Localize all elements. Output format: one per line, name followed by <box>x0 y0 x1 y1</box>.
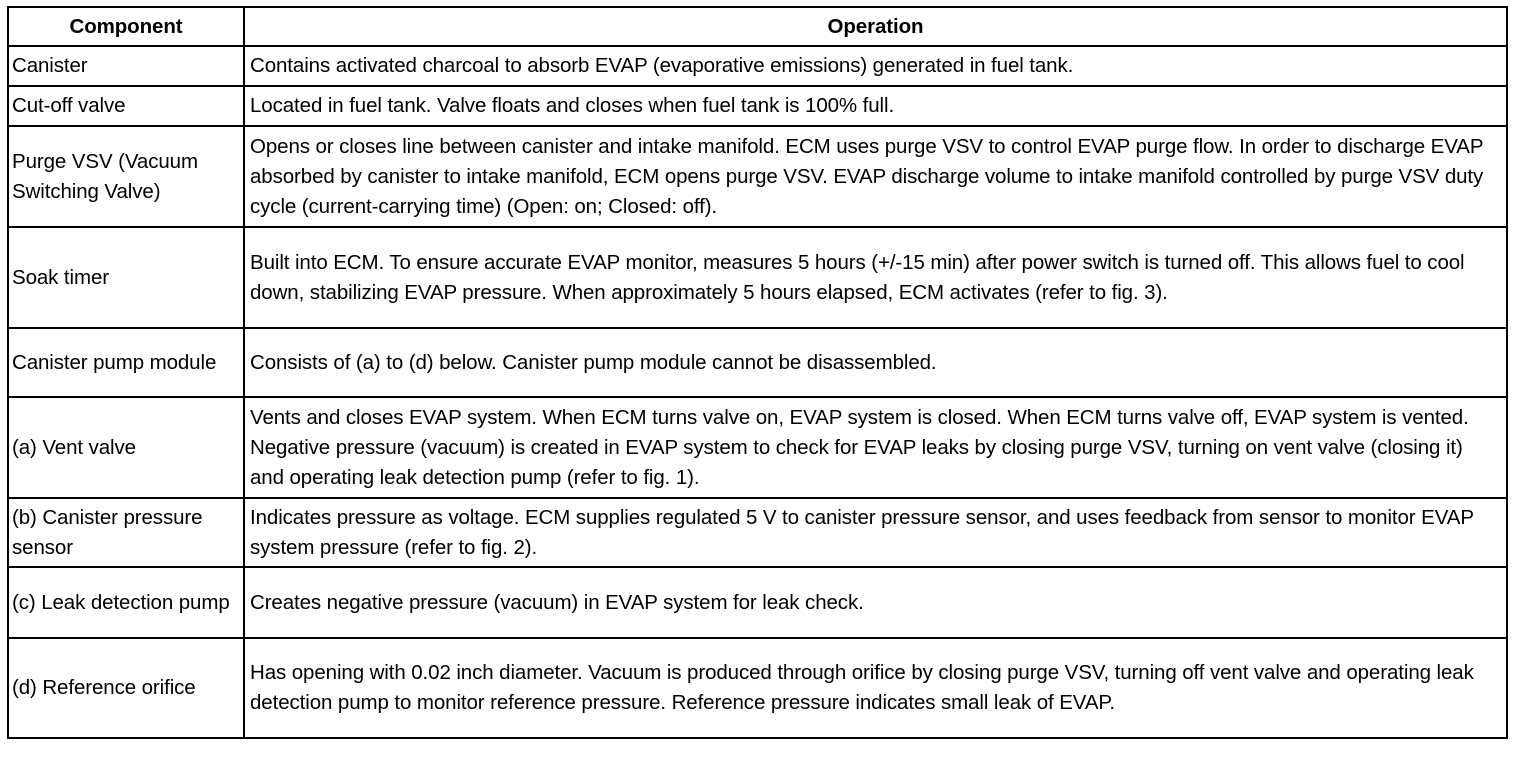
operation-cell: Vents and closes EVAP system. When ECM turns valve on, EVAP system is closed. When ECM turns valve off, EVAP system is vented. Negative pressure (vacuum) is created in EVAP system to check for EVAP leaks by closing purge VSV, turning on vent valve (closing it) and operating leak detection pump (refer to fig. 1). <box>244 397 1507 498</box>
operation-cell: Contains activated charcoal to absorb EVAP (evaporative emissions) generated in fuel tank. <box>244 46 1507 86</box>
table-header <box>8 7 1507 46</box>
evap-components-table-container <box>7 6 1506 739</box>
evap-components-table <box>7 6 1508 739</box>
table-row <box>8 328 1507 397</box>
table-row <box>8 227 1507 328</box>
operation-cell: Indicates pressure as voltage. ECM supplies regulated 5 V to canister pressure sensor, and uses feedback from sensor to monitor EVAP system pressure (refer to fig. 2). <box>244 498 1507 567</box>
component-cell: Purge VSV (Vacuum Switching Valve) <box>8 126 244 227</box>
table-row <box>8 126 1507 227</box>
operation-cell: Creates negative pressure (vacuum) in EVAP system for leak check. <box>244 567 1507 638</box>
component-cell: (a) Vent valve <box>8 397 244 498</box>
table-row <box>8 567 1507 638</box>
table-body <box>8 46 1507 738</box>
component-cell: Canister pump module <box>8 328 244 397</box>
table-row <box>8 86 1507 126</box>
operation-cell: Has opening with 0.02 inch diameter. Vacuum is produced through orifice by closing purge VSV, turning off vent valve and operating leak detection pump to monitor reference pressure. Reference pressure indicates small leak of EVAP. <box>244 638 1507 738</box>
column-header-operation: Operation <box>244 7 1507 46</box>
column-header-component: Component <box>8 7 244 46</box>
component-cell: Canister <box>8 46 244 86</box>
table-row <box>8 638 1507 738</box>
component-cell: Cut-off valve <box>8 86 244 126</box>
component-cell: (c) Leak detection pump <box>8 567 244 638</box>
operation-cell: Located in fuel tank. Valve floats and closes when fuel tank is 100% full. <box>244 86 1507 126</box>
component-cell: (d) Reference orifice <box>8 638 244 738</box>
operation-cell: Opens or closes line between canister and intake manifold. ECM uses purge VSV to control EVAP purge flow. In order to discharge EVAP absorbed by canister to intake manifold, ECM opens purge VSV. EVAP discharge volume to intake manifold controlled by purge VSV duty cycle (current-carrying time) (Open: on; Closed: off). <box>244 126 1507 227</box>
component-cell: (b) Canister pressure sensor <box>8 498 244 567</box>
table-row <box>8 46 1507 86</box>
component-cell: Soak timer <box>8 227 244 328</box>
header-row <box>8 7 1507 46</box>
table-row <box>8 498 1507 567</box>
table-row <box>8 397 1507 498</box>
operation-cell: Built into ECM. To ensure accurate EVAP monitor, measures 5 hours (+/-15 min) after power switch is turned off. This allows fuel to cool down, stabilizing EVAP pressure. When approximately 5 hours elapsed, ECM activates (refer to fig. 3). <box>244 227 1507 328</box>
operation-cell: Consists of (a) to (d) below. Canister pump module cannot be disassembled. <box>244 328 1507 397</box>
